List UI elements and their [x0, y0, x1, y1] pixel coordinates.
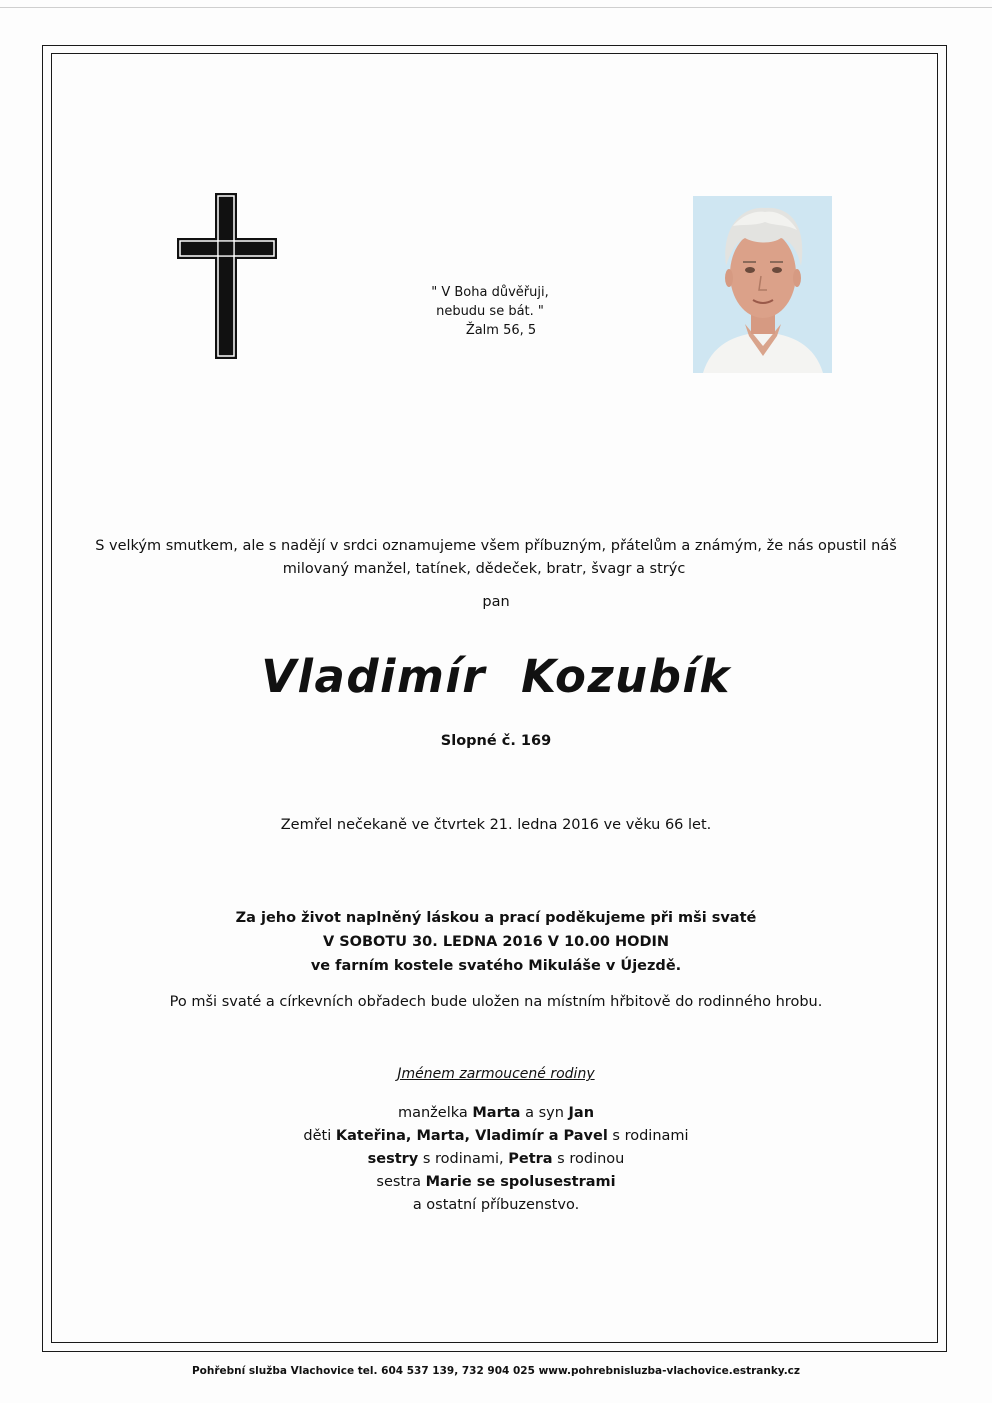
family-line-sister — [60, 1171, 932, 1194]
announcement-intro — [60, 535, 932, 581]
quote-source: Žalm 56, 5 — [465, 323, 537, 338]
cross-icon — [177, 193, 277, 359]
family-text: sestra — [376, 1174, 426, 1190]
mass-line-1: Za jeho život naplněný láskou a prací poděkujeme při mši svaté — [235, 910, 757, 926]
family-name: Marta — [472, 1105, 521, 1121]
intro-line-2: milovaný manžel, tatínek, dědeček, bratr, švagr a strýc — [282, 561, 686, 577]
family-text: děti — [303, 1128, 336, 1144]
family-name: Kateřina, Marta, Vladimír a Pavel — [335, 1128, 608, 1144]
portrait-photo — [693, 196, 832, 373]
funeral-mass-info — [60, 906, 932, 978]
family-line-children — [60, 1125, 932, 1148]
family-line-spouse — [60, 1102, 932, 1125]
mass-line-3: ve farním kostele svatého Mikuláše v Újezdě. — [310, 958, 682, 974]
family-line-relatives: a ostatní příbuzenstvo. — [412, 1197, 580, 1213]
family-name: Marie se spolusestrami — [425, 1174, 616, 1190]
deceased-address: Slopné č. 169 — [440, 733, 552, 749]
quote-line-2: nebudu se bát. " — [436, 304, 544, 319]
intro-line-1: S velkým smutkem, ale s nadějí v srdci oznamujeme všem příbuzným, přátelům a známým, že nás opustil náš — [95, 538, 897, 554]
family-name: Jan — [568, 1105, 595, 1121]
scan-edge-line — [0, 7, 992, 8]
family-heading: Jménem zarmoucené rodiny — [397, 1066, 595, 1082]
family-text: s rodinou — [552, 1151, 625, 1167]
death-notice: Zemřel nečekaně ve čtvrtek 21. ledna 2016 ve věku 66 let. — [280, 817, 712, 833]
family-list — [60, 1102, 932, 1217]
mass-line-2: V SOBOTU 30. LEDNA 2016 V 10.00 HODIN — [322, 934, 670, 950]
family-name: sestry — [367, 1151, 419, 1167]
bible-quote — [400, 283, 580, 340]
family-name: Petra — [508, 1151, 553, 1167]
title-word: pan — [482, 594, 510, 610]
family-text: a syn — [520, 1105, 569, 1121]
family-text: s rodinami, — [418, 1151, 509, 1167]
family-line-sisters — [60, 1148, 932, 1171]
family-text: manželka — [397, 1105, 473, 1121]
burial-info: Po mši svaté a církevních obřadech bude uložen na místním hřbitově do rodinného hrobu. — [169, 994, 823, 1010]
funeral-service-footer: Pohřební služba Vlachovice tel. 604 537 139, 732 904 025 www.pohrebnisluzba-vlachovice.estranky.cz — [191, 1365, 801, 1377]
family-text: s rodinami — [607, 1128, 689, 1144]
deceased-name: Vladimír Kozubík — [261, 650, 731, 703]
quote-line-1: " V Boha důvěřuji, — [431, 285, 549, 300]
